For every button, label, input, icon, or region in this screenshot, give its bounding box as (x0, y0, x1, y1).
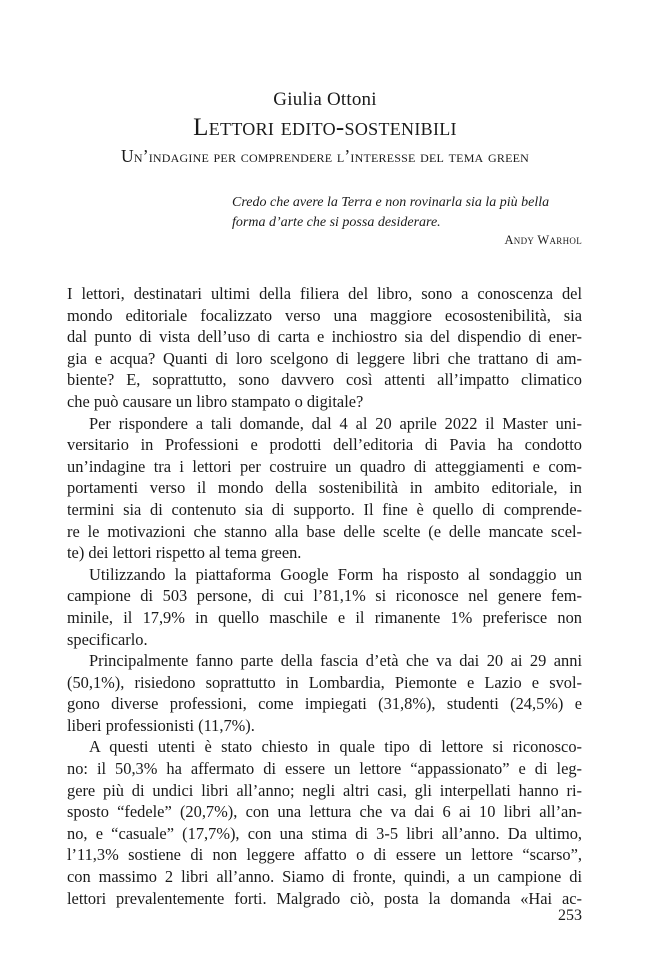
body-line: specificarlo. (67, 629, 148, 649)
body-line: minile, il 17,9% in quello maschile e il rimanente 1% preferisce non (67, 607, 582, 627)
body-line: termini sia di contenuto sia di supporto. Il fine è quello di comprende- (67, 499, 582, 519)
body-line: sposto “fedele” (20,7%), con una lettura che va dai 6 ai 10 libri all’an- (67, 802, 582, 822)
body-line: campione di 503 persone, di cui l’81,1% si riconosce nel genere fem- (67, 586, 582, 606)
epigraph-quote (232, 193, 582, 233)
body-line: A questi utenti è stato chiesto in quale tipo di lettore si riconosco- (89, 737, 582, 757)
body-line: no: il 50,3% ha affermato di essere un lettore “appassionato” e di leg- (67, 759, 582, 779)
body-line: lettori prevalentemente forti. Malgrado ciò, posta la domanda «Hai ac- (67, 888, 582, 908)
body-line: dal punto di vista dell’uso di carta e inchiostro sia del dispendio di ener- (67, 327, 582, 347)
body-line: (50,1%), risiedono soprattutto in Lombardia, Piemonte e Lazio e svol- (67, 672, 582, 692)
body-line: gia e acqua? Quanti di loro scelgono di leggere libri che trattano di am- (67, 348, 582, 368)
body-line: con massimo 2 libri all’anno. Siamo di fronte, quindi, a un campione di (67, 867, 582, 887)
page-number: 253 (558, 907, 582, 924)
body-line: un’indagine tra i lettori per costruire un quadro di atteggiamenti e com- (67, 456, 582, 476)
chapter-title: Lettori edito-sostenibili (193, 114, 457, 141)
body-line: gono diverse professioni, come impiegati (31,8%), studenti (24,5%) e (67, 694, 582, 714)
body-line: gere più di undici libri all’anno; negli altri casi, gli interpellati hanno ri- (67, 780, 582, 800)
body-line: re le motivazioni che stanno alla base delle scelte (e delle mancate scel- (67, 521, 582, 541)
body-line: biente? E, soprattutto, sono davvero così attenti all’impatto climatico (67, 370, 582, 390)
body-line: l’11,3% sostiene di non leggere affatto o di essere un lettore “scarso”, (67, 845, 582, 865)
body-line: Utilizzando la piattaforma Google Form ha risposto al sondaggio un (89, 564, 582, 584)
epigraph-line: Credo che avere la Terra e non rovinarla sia la più bella (232, 195, 550, 210)
epigraph-attribution: Andy Warhol (504, 233, 582, 247)
body-line: I lettori, destinatari ultimi della filiera del libro, sono a conoscenza del (67, 284, 582, 303)
body-line: mondo editoriale focalizzato verso una maggiore ecosostenibilità, sia (67, 305, 582, 325)
body-line: liberi professionisti (11,7%). (67, 715, 255, 735)
body-line: versitario in Professioni e prodotti dell’editoria di Pavia ha condotto (67, 435, 582, 455)
body-line: portamenti verso il mondo della sostenibilità in ambito editoriale, in (67, 478, 582, 498)
body-line: che può causare un libro stampato o digitale? (67, 391, 364, 411)
epigraph-line: forma d’arte che si possa desiderare. (232, 215, 441, 230)
chapter-author: Giulia Ottoni (273, 89, 377, 110)
chapter-subtitle: Un’indagine per comprendere l’interesse del tema green (121, 146, 529, 166)
body-line: Principalmente fanno parte della fascia d’età che va dai 20 ai 29 anni (89, 651, 582, 671)
body-line: te) dei lettori rispetto al tema green. (67, 543, 302, 563)
body-line: Per rispondere a tali domande, dal 4 al 20 aprile 2022 il Master uni- (89, 413, 582, 433)
body-line: no, e “casuale” (17,7%), con una stima di 3-5 libri all’anno. Da ultimo, (67, 823, 582, 843)
body-text (67, 283, 582, 909)
